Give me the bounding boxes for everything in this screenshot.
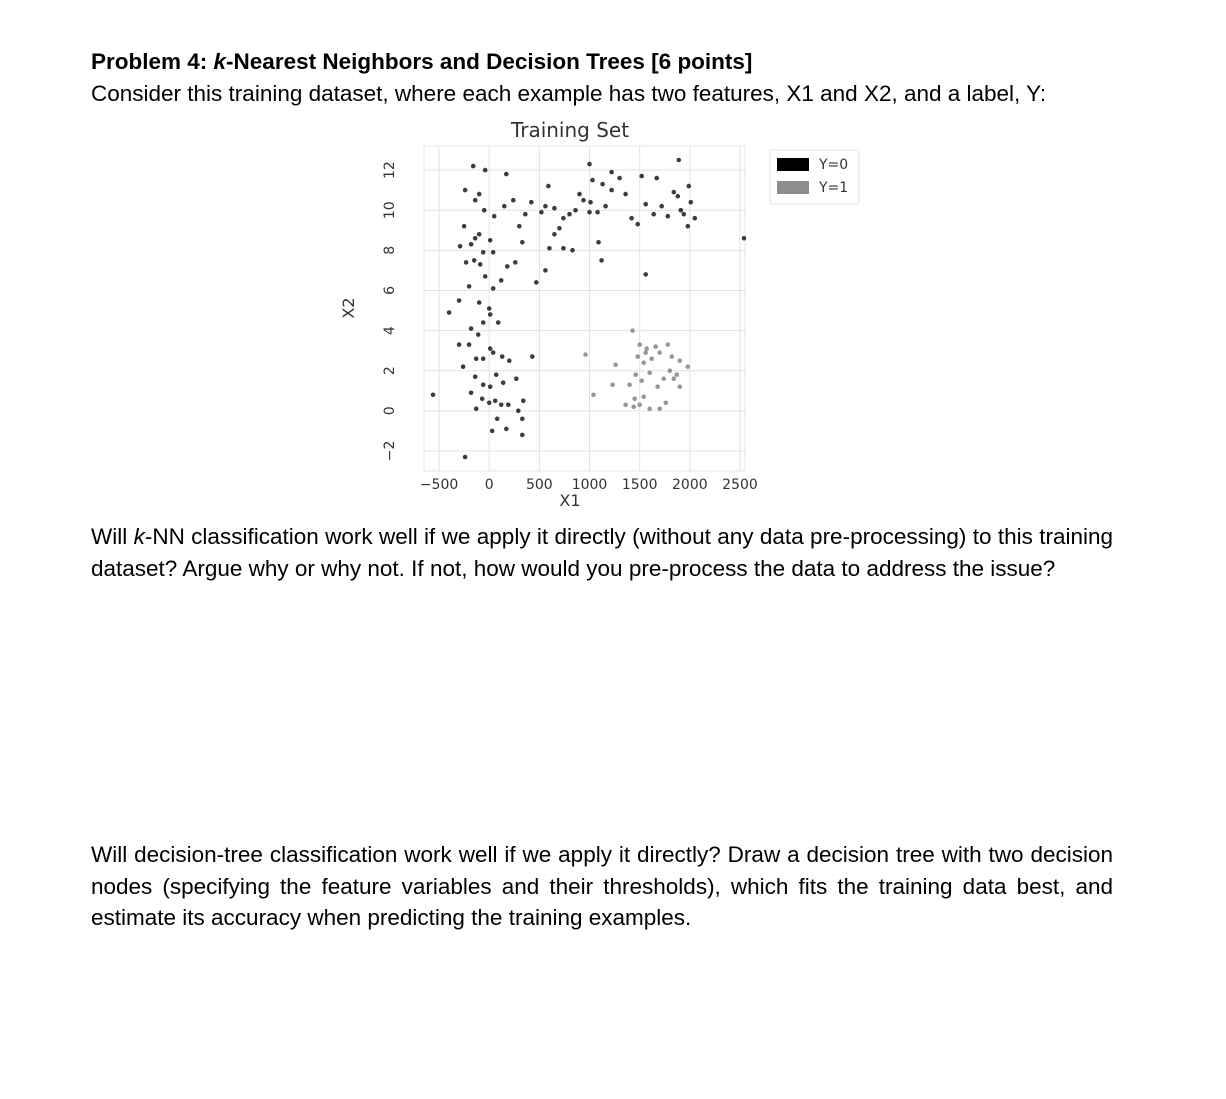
point-y0 — [659, 204, 664, 209]
point-y0 — [469, 391, 474, 396]
point-y0 — [543, 268, 548, 273]
point-y1 — [666, 342, 671, 347]
point-y1 — [670, 354, 675, 359]
point-y0 — [523, 212, 528, 217]
point-y0 — [561, 246, 566, 251]
point-y0 — [469, 242, 474, 247]
point-y1 — [668, 368, 673, 373]
point-y0 — [577, 192, 582, 197]
point-y0 — [496, 320, 501, 325]
y-tick-label: 2 — [382, 366, 398, 376]
point-y0 — [501, 380, 506, 385]
training-set-chart — [330, 112, 870, 517]
x-tick-label: 1000 — [571, 477, 608, 493]
point-y0 — [643, 272, 648, 277]
point-y0 — [467, 284, 472, 289]
question-1-text: -NN classification work well if we apply it directly (without any data pre-processing) to this training dataset? Argue why or why not. If not, how would you pre-process the data to address the issue? — [91, 524, 1113, 581]
y-axis-label: X2 — [339, 297, 358, 319]
point-y0 — [457, 342, 462, 347]
point-y1 — [633, 372, 638, 377]
y-tick-label: 8 — [382, 245, 398, 255]
point-y0 — [596, 240, 601, 245]
point-y1 — [657, 407, 662, 412]
point-y0 — [493, 399, 498, 404]
point-y0 — [491, 350, 496, 355]
y-tick-label: 0 — [382, 406, 398, 416]
point-y1 — [672, 376, 677, 381]
point-y0 — [488, 346, 493, 351]
point-y0 — [676, 194, 681, 199]
point-y0 — [506, 403, 511, 408]
y-tick-label: 4 — [382, 326, 398, 336]
point-y0 — [672, 190, 677, 195]
point-y1 — [635, 354, 640, 359]
point-y1 — [637, 342, 642, 347]
x-tick-label: 500 — [525, 477, 553, 493]
point-y0 — [500, 354, 505, 359]
intro-text: Consider this training dataset, where each example has two features, X1 and X2, and a label, Y: — [91, 81, 1047, 106]
point-y1 — [639, 378, 644, 383]
point-y0 — [546, 184, 551, 189]
point-y0 — [491, 250, 496, 255]
x-tick-label: 2500 — [722, 477, 758, 493]
point-y0 — [557, 226, 562, 231]
question-1-k-italic: k — [133, 524, 145, 549]
point-y0 — [457, 298, 462, 303]
point-y0 — [502, 204, 507, 209]
point-y0 — [474, 356, 479, 361]
point-y1 — [664, 401, 669, 406]
scatter-plot — [330, 112, 870, 517]
question-1 — [91, 521, 1113, 584]
point-y1 — [632, 397, 637, 402]
point-y0 — [516, 409, 521, 414]
point-y1 — [686, 364, 691, 369]
point-y1 — [623, 403, 628, 408]
point-y0 — [477, 192, 482, 197]
point-y1 — [647, 370, 652, 375]
point-y1 — [643, 350, 648, 355]
point-y0 — [458, 244, 463, 249]
point-y0 — [494, 372, 499, 377]
point-y0 — [530, 354, 535, 359]
point-y0 — [513, 260, 518, 265]
point-y0 — [473, 374, 478, 379]
point-y0 — [617, 176, 622, 181]
point-y1 — [591, 393, 596, 398]
point-y0 — [635, 222, 640, 227]
legend-label-y0: Y=0 — [819, 157, 849, 173]
point-y0 — [469, 326, 474, 331]
point-y0 — [463, 455, 468, 460]
x-tick-label: 0 — [484, 477, 494, 493]
point-y0 — [478, 262, 483, 267]
point-y0 — [587, 162, 592, 167]
point-y0 — [570, 248, 575, 253]
point-y0 — [492, 214, 497, 219]
point-y0 — [488, 238, 493, 243]
point-y0 — [520, 433, 525, 438]
point-y0 — [686, 224, 691, 229]
point-y0 — [677, 158, 682, 163]
point-y0 — [487, 306, 492, 311]
point-y1 — [583, 352, 588, 357]
point-y0 — [609, 170, 614, 175]
point-y0 — [491, 286, 496, 291]
problem-number-label: Problem 4: — [91, 49, 214, 74]
question-1-pre: Will — [91, 524, 134, 549]
point-y0 — [581, 198, 586, 203]
point-y1 — [675, 372, 680, 377]
point-y0 — [504, 427, 509, 432]
point-y0 — [629, 216, 634, 221]
point-y0 — [481, 320, 486, 325]
y-tick-label: 12 — [382, 161, 398, 179]
point-y0 — [666, 214, 671, 219]
point-y0 — [488, 312, 493, 317]
point-y0 — [476, 332, 481, 337]
point-y0 — [543, 204, 548, 209]
point-y0 — [463, 188, 468, 193]
point-y0 — [623, 192, 628, 197]
point-y0 — [473, 198, 478, 203]
point-y0 — [507, 358, 512, 363]
point-y0 — [552, 206, 557, 211]
point-y0 — [595, 210, 600, 215]
point-y0 — [573, 208, 578, 213]
point-y0 — [639, 174, 644, 179]
point-y0 — [477, 300, 482, 305]
point-y1 — [678, 384, 683, 389]
point-y1 — [661, 376, 666, 381]
point-y0 — [514, 376, 519, 381]
point-y0 — [467, 342, 472, 347]
point-y0 — [511, 198, 516, 203]
point-y0 — [482, 208, 487, 213]
point-y0 — [603, 204, 608, 209]
point-y0 — [517, 224, 522, 229]
point-y1 — [649, 356, 654, 361]
x-tick-label: −500 — [419, 477, 459, 493]
point-y0 — [483, 274, 488, 279]
point-y0 — [481, 250, 486, 255]
point-y0 — [447, 310, 452, 315]
point-y1 — [610, 382, 615, 387]
plot-area — [424, 146, 745, 471]
point-y0 — [504, 172, 509, 177]
point-y0 — [689, 200, 694, 205]
point-y0 — [588, 200, 593, 205]
x-tick-label: 2000 — [672, 477, 708, 493]
point-y0 — [480, 397, 485, 402]
point-y1 — [641, 395, 646, 400]
point-y1 — [637, 403, 642, 408]
point-y0 — [431, 393, 436, 398]
point-y0 — [483, 168, 488, 173]
point-y0 — [682, 212, 687, 217]
problem-title-text: -Nearest Neighbors and Decision Trees [6 points] — [226, 49, 753, 74]
point-y1 — [655, 384, 660, 389]
point-y0 — [474, 407, 479, 412]
point-y1 — [644, 346, 649, 351]
point-y0 — [547, 246, 552, 251]
point-y0 — [534, 280, 539, 285]
point-y0 — [481, 382, 486, 387]
point-y0 — [520, 417, 525, 422]
point-y0 — [742, 236, 747, 241]
point-y0 — [487, 401, 492, 406]
point-y0 — [609, 188, 614, 193]
point-y1 — [641, 360, 646, 365]
legend-swatch-y1 — [777, 181, 809, 194]
point-y0 — [693, 216, 698, 221]
problem-k-italic: k — [213, 49, 227, 74]
point-y0 — [488, 384, 493, 389]
y-tick-label: 10 — [382, 201, 398, 220]
point-y0 — [490, 429, 495, 434]
point-y0 — [520, 240, 525, 245]
point-y0 — [462, 224, 467, 229]
point-y1 — [657, 350, 662, 355]
point-y0 — [679, 208, 684, 213]
point-y1 — [630, 328, 635, 333]
legend-label-y1: Y=1 — [819, 180, 849, 196]
point-y0 — [477, 232, 482, 237]
x-axis-label: X1 — [559, 491, 581, 510]
point-y0 — [654, 176, 659, 181]
point-y0 — [461, 364, 466, 369]
point-y0 — [552, 232, 557, 237]
point-y0 — [473, 236, 478, 241]
legend — [770, 150, 859, 204]
point-y1 — [613, 362, 618, 367]
point-y0 — [464, 260, 469, 265]
point-y0 — [471, 164, 476, 169]
question-2: Will decision-tree classification work well if we apply it directly? Draw a decision tree with two decision nodes (specifying the feature variables and their thresholds), which fits the training data best, and estimate its accuracy when predicting the training examples. — [91, 842, 1113, 930]
point-y0 — [499, 403, 504, 408]
point-y1 — [678, 358, 683, 363]
point-y1 — [653, 344, 658, 349]
point-y0 — [600, 182, 605, 187]
point-y0 — [505, 264, 510, 269]
y-tick-label: 6 — [382, 285, 398, 295]
point-y0 — [521, 399, 526, 404]
point-y0 — [567, 212, 572, 217]
point-y0 — [472, 258, 477, 263]
y-tick-label: −2 — [382, 440, 398, 462]
point-y1 — [627, 382, 632, 387]
legend-swatch-y0 — [777, 158, 809, 171]
point-y0 — [599, 258, 604, 263]
problem-title — [91, 49, 752, 75]
point-y0 — [643, 202, 648, 207]
point-y1 — [631, 405, 636, 410]
x-tick-label: 1500 — [621, 477, 658, 493]
point-y0 — [587, 210, 592, 215]
point-y0 — [590, 178, 595, 183]
point-y0 — [539, 210, 544, 215]
point-y0 — [495, 417, 500, 422]
chart-title: Training Set — [510, 118, 630, 142]
point-y1 — [647, 407, 652, 412]
point-y0 — [651, 212, 656, 217]
point-y0 — [561, 216, 566, 221]
point-y0 — [529, 200, 534, 205]
point-y0 — [481, 356, 486, 361]
point-y0 — [499, 278, 504, 283]
point-y0 — [687, 184, 692, 189]
